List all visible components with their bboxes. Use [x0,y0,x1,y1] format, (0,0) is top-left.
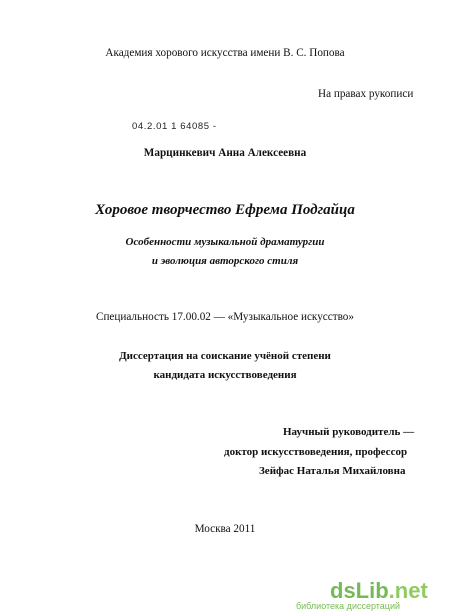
thesis-subtitle-line-2: и эволюция авторского стиля [151,255,299,267]
watermark-caption: библиотека диссертаций [296,601,401,611]
watermark-brand-prefix: dsLib [330,578,389,603]
registration-stamp: 04.2.01 1 64085 - [132,121,217,132]
degree-line-1: Диссертация на соискание учёной степени [119,350,331,362]
manuscript-rights-note: На правах рукописи [318,88,414,100]
watermark-brand-suffix: .net [388,578,428,603]
academy-name: Академия хорового искусства имени В. С. Попова [105,47,345,59]
supervisor-name: Зейфас Наталья Михайловна [259,465,406,477]
degree-line-2: кандидата искусствоведения [153,369,297,381]
thesis-title: Хоровое творчество Ефрема Подгайца [95,202,355,218]
thesis-subtitle-line-1: Особенности музыкальной драматургии [125,236,325,248]
specialty-line: Специальность 17.00.02 — «Музыкальное искусство» [95,311,354,323]
supervisor-heading: Научный руководитель — [283,426,415,438]
author-name: Марцинкевич Анна Алексеевна [143,147,307,159]
supervisor-title: доктор искусствоведения, профессор [224,446,408,458]
city-year: Москва 2011 [194,523,256,535]
